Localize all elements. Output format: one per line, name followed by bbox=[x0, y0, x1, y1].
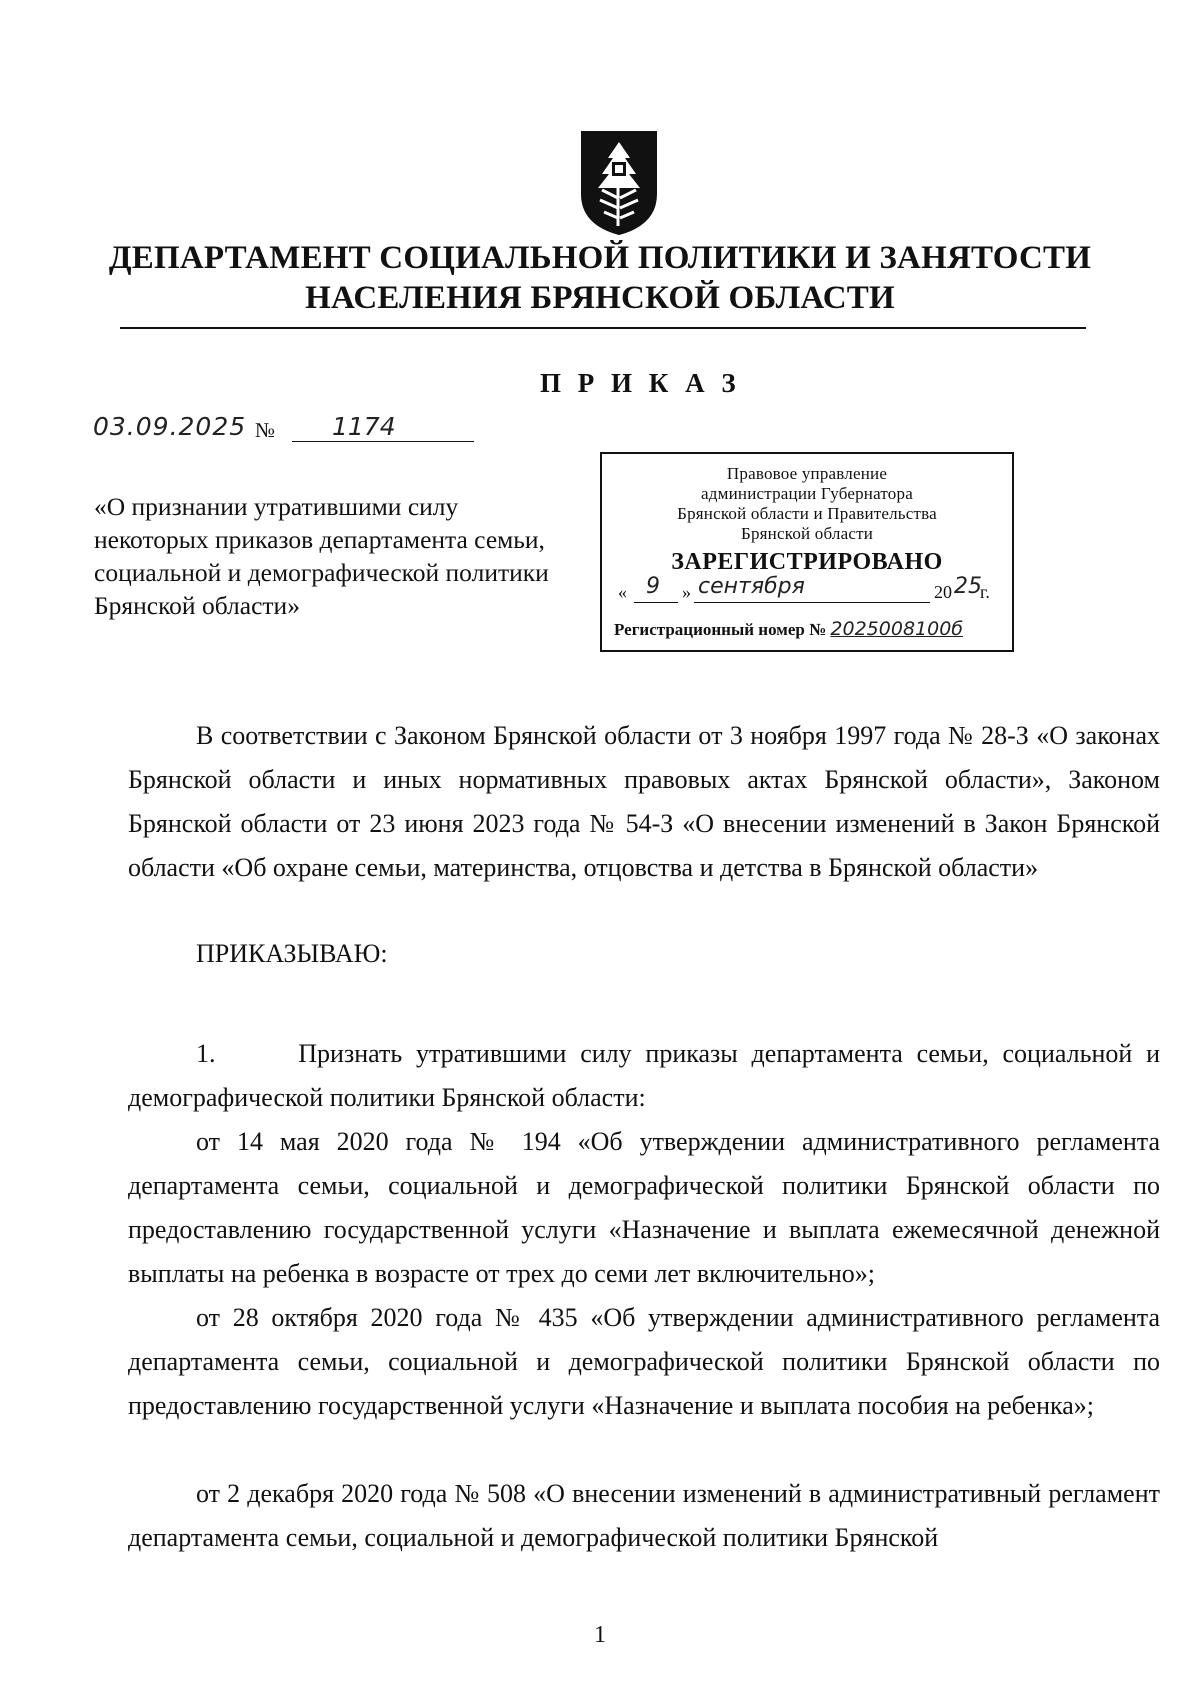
stamp-reg-number: 2025008100б bbox=[830, 618, 964, 640]
stamp-registered: ЗАРЕГИСТРИРОВАНО bbox=[671, 549, 943, 575]
order-number: 1174 bbox=[332, 412, 396, 441]
header-rule bbox=[120, 327, 1086, 329]
item-1: 1. Признать утратившими силу приказы департамента семьи, социальной и демографической политики Брянской области: bbox=[128, 1039, 1167, 1112]
order-subject: «О признании утратившими силу некоторых приказов департамента семьи, социальной и демографической политики Брянской области» bbox=[94, 492, 549, 620]
stamp-close-quote: » bbox=[682, 582, 691, 602]
stamp-year-unit: г. bbox=[980, 582, 990, 602]
stamp-year-prefix: 20 bbox=[934, 582, 952, 602]
stamp-day: 9 bbox=[646, 574, 660, 599]
stamp-line-4: Брянской области bbox=[741, 524, 873, 543]
stamp-month-underline bbox=[694, 602, 930, 603]
order-verb: ПРИКАЗЫВАЮ: bbox=[196, 939, 388, 968]
order-date: 03.09.2025 bbox=[93, 412, 247, 441]
item-1c: от 2 декабря 2020 года № 508 «О внесении изменений в административный регламент департамента семьи, социальной и демографической политики Брянской bbox=[128, 1479, 1160, 1552]
stamp-line-1: Правовое управление bbox=[726, 464, 888, 483]
organization-title bbox=[100, 238, 1100, 318]
registration-stamp bbox=[600, 452, 1014, 652]
order-number-underline bbox=[292, 441, 474, 442]
document-type-title: П Р И К А З bbox=[540, 368, 741, 398]
stamp-year-suffix: 25 bbox=[954, 574, 982, 599]
bryansk-oblast-coat-of-arms-icon bbox=[578, 128, 660, 238]
stamp-month: сентября bbox=[698, 574, 805, 599]
organization-title-line2: НАСЕЛЕНИЯ БРЯНСКОЙ ОБЛАСТИ bbox=[305, 280, 895, 316]
item-1a: от 14 мая 2020 года № 194 «Об утверждении административного регламента департамента семьи, социальной и демографической политики Брянской области по предоставлению государственной услуги «Назначение и выплата ежемесячной денежной выплаты на ребенка в возрасте от трех до семи лет включительно»; bbox=[128, 1127, 1160, 1288]
preamble-paragraph: В соответствии с Законом Брянской области от 3 ноября 1997 года № 28-З «О законах Брянской области и иных нормативных правовых актах Брянской области», Законом Брянской области от 23 июня 2023 года № 54-З «О внесении изменений в Закон Брянской области «Об охране семьи, материнства, отцовства и детства в Брянской области» bbox=[128, 721, 1160, 882]
item-1b: от 28 октября 2020 года № 435 «Об утверждении административного регламента департамента семьи, социальной и демографической политики Брянской области по предоставлению государственной услуги «Назначение и выплата пособия на ребенка»; bbox=[128, 1303, 1160, 1420]
stamp-reg-number-row bbox=[614, 618, 1004, 640]
stamp-day-underline bbox=[634, 602, 678, 603]
stamp-line-3: Брянской области и Правительства bbox=[677, 504, 937, 523]
organization-title-line1: ДЕПАРТАМЕНТ СОЦИАЛЬНОЙ ПОЛИТИКИ И ЗАНЯТОСТИ bbox=[108, 240, 1092, 276]
page-number: 1 bbox=[594, 1622, 606, 1648]
order-number-sign: № bbox=[255, 418, 276, 442]
stamp-date-row bbox=[616, 576, 1002, 606]
stamp-line-2: администрации Губернатора bbox=[701, 484, 913, 503]
stamp-open-quote: « bbox=[618, 582, 627, 602]
stamp-reg-label: Регистрационный номер № bbox=[614, 620, 827, 639]
